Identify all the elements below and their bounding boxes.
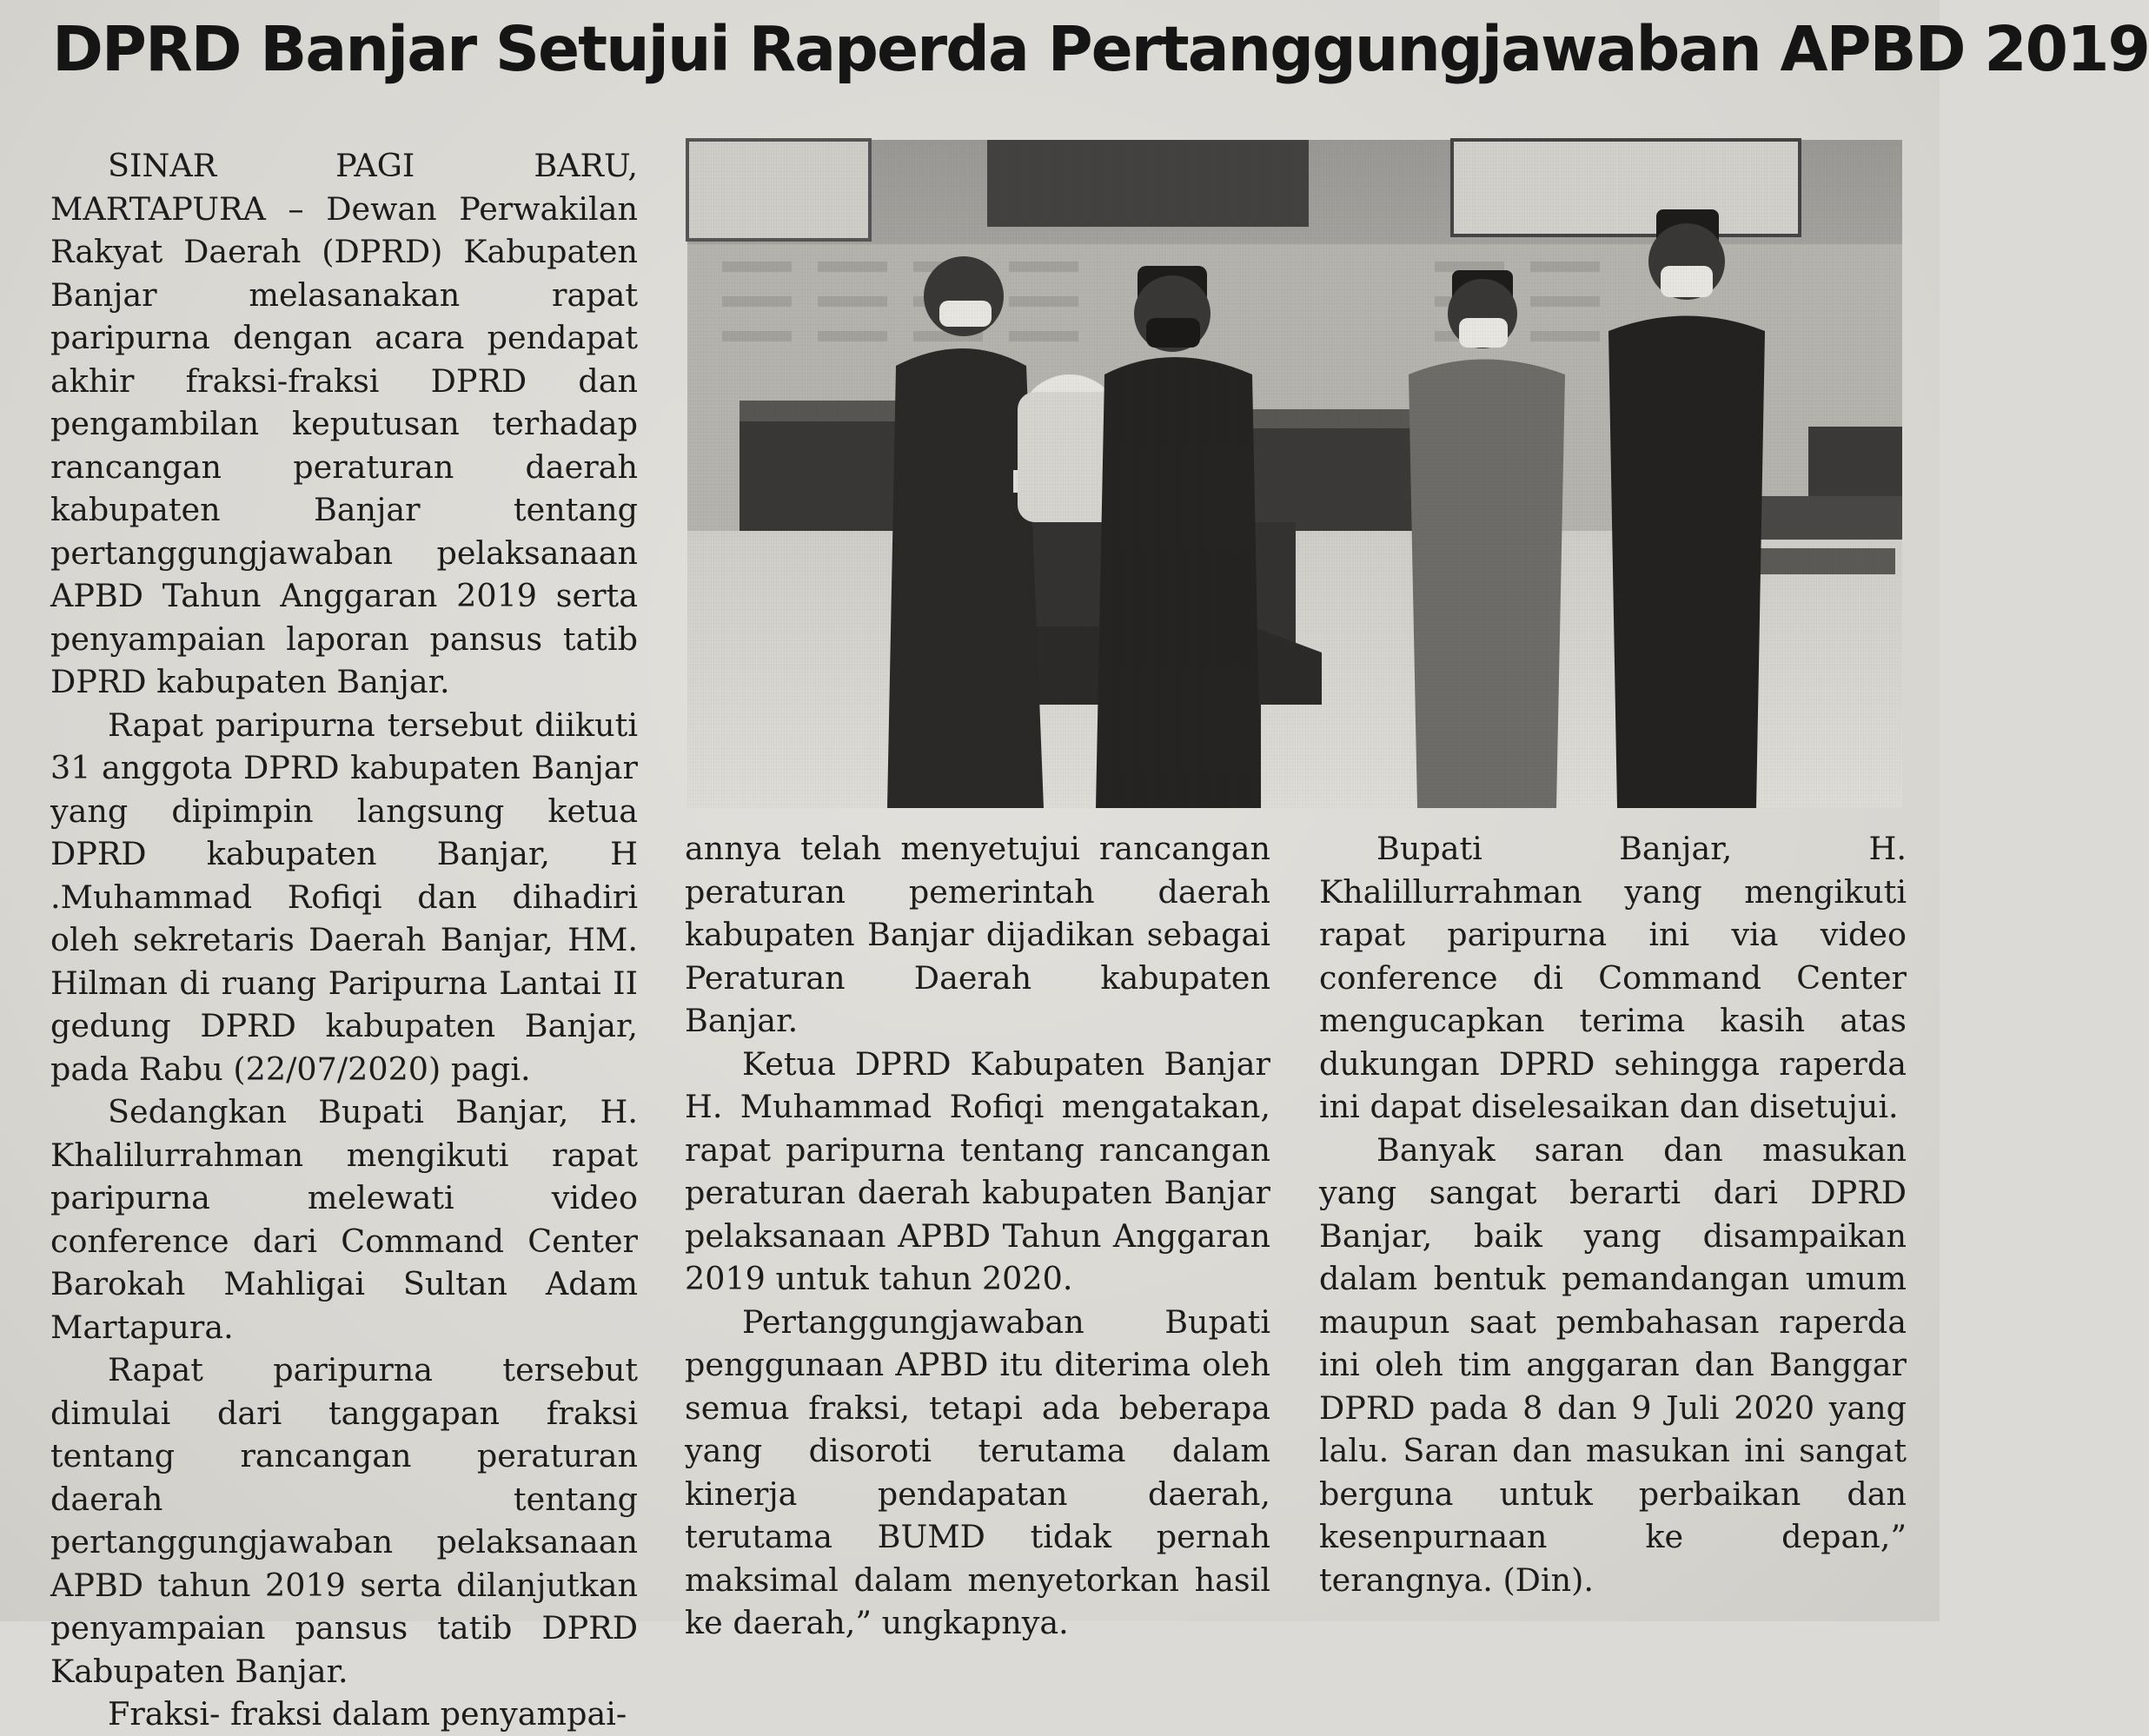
paragraph: Fraksi- fraksi dalam penyampai-: [108, 1695, 627, 1733]
paragraph: Pertanggungjawaban Bupati penggunaan APBD itu diterima oleh semua fraksi, tetapi ada beberapa yang disoroti terutama dalam kinerja pendapatan daerah, terutama BUMD tidak pernah maksimal dalam menyetorkan hasil ke daerah,” ungkapnya.: [685, 1302, 1270, 1641]
article-headline: DPRD Banjar Setujui Raperda Pertanggungjawaban APBD 2019: [52, 13, 2149, 85]
photo-icon: [687, 140, 1902, 808]
paragraph: annya telah menyetujui rancangan peraturan pemerintah daerah kabupaten Banjar dijadikan sebagai Peraturan Daerah kabupaten Banjar.: [685, 830, 1270, 1039]
paragraph: Banyak saran dan masukan yang sangat berarti dari DPRD Banjar, baik yang disampaikan dalam bentuk pemandangan umum maupun saat pembahasan raperda ini oleh tim anggaran dan Banggar DPRD pada 8 dan 9 Juli 2020 yang lalu. Saran dan masukan ini sangat berguna untuk perbaikan dan kesenpurnaan ke depan,” terangnya. (Din).: [1319, 1130, 1907, 1599]
paragraph: Bupati Banjar, H. Khalillurrahman yang mengikuti rapat paripurna ini via video conference di Command Center mengucapkan terima kasih atas dukungan DPRD sehingga raperda ini dapat diselesaikan dan disetujui.: [1319, 830, 1907, 1125]
article-column-1: [50, 144, 638, 1736]
paragraph: Rapat paripurna tersebut diikuti 31 anggota DPRD kabupaten Banjar yang dipimpin langsung ketua DPRD kabupaten Banjar, H .Muhammad Rofiqi dan dihadiri oleh sekretaris Daerah Banjar, HM. Hilman di ruang Paripurna Lantai II gedung DPRD kabupaten Banjar, pada Rabu (22/07/2020) pagi.: [50, 706, 638, 1088]
paragraph: Ketua DPRD Kabupaten Banjar H. Muhammad Rofiqi mengatakan, rapat paripurna tentang rancangan peraturan daerah kabupaten Banjar pelaksanaan APBD Tahun Anggaran 2019 untuk tahun 2020.: [685, 1044, 1270, 1297]
article-column-3: [1319, 827, 1907, 1601]
paragraph: Sedangkan Bupati Banjar, H. Khalilurrahman mengikuti rapat paripurna melewati video conference dari Command Center Barokah Mahligai Sultan Adam Martapura.: [50, 1093, 638, 1346]
paragraph: Rapat paripurna tersebut dimulai dari tanggapan fraksi tentang rancangan peraturan daerah tentang pertanggungjawaban pelaksanaan APBD tahun 2019 serta dilanjutkan penyampaian pansus tatib DPRD Kabupaten Banjar.: [50, 1351, 638, 1690]
paragraph: SINAR PAGI BARU, MARTAPURA – Dewan Perwakilan Rakyat Daerah (DPRD) Kabupaten Banjar melasanakan rapat paripurna dengan acara pendapat akhir fraksi-fraksi DPRD dan pengambilan keputusan terhadap rancangan peraturan daerah kabupaten Banjar tentang pertanggungjawaban pelaksanaan APBD Tahun Anggaran 2019 serta penyampaian laporan pansus tatib DPRD kabupaten Banjar.: [50, 147, 638, 700]
news-photo: [687, 140, 1902, 808]
article-column-2: [685, 827, 1270, 1645]
